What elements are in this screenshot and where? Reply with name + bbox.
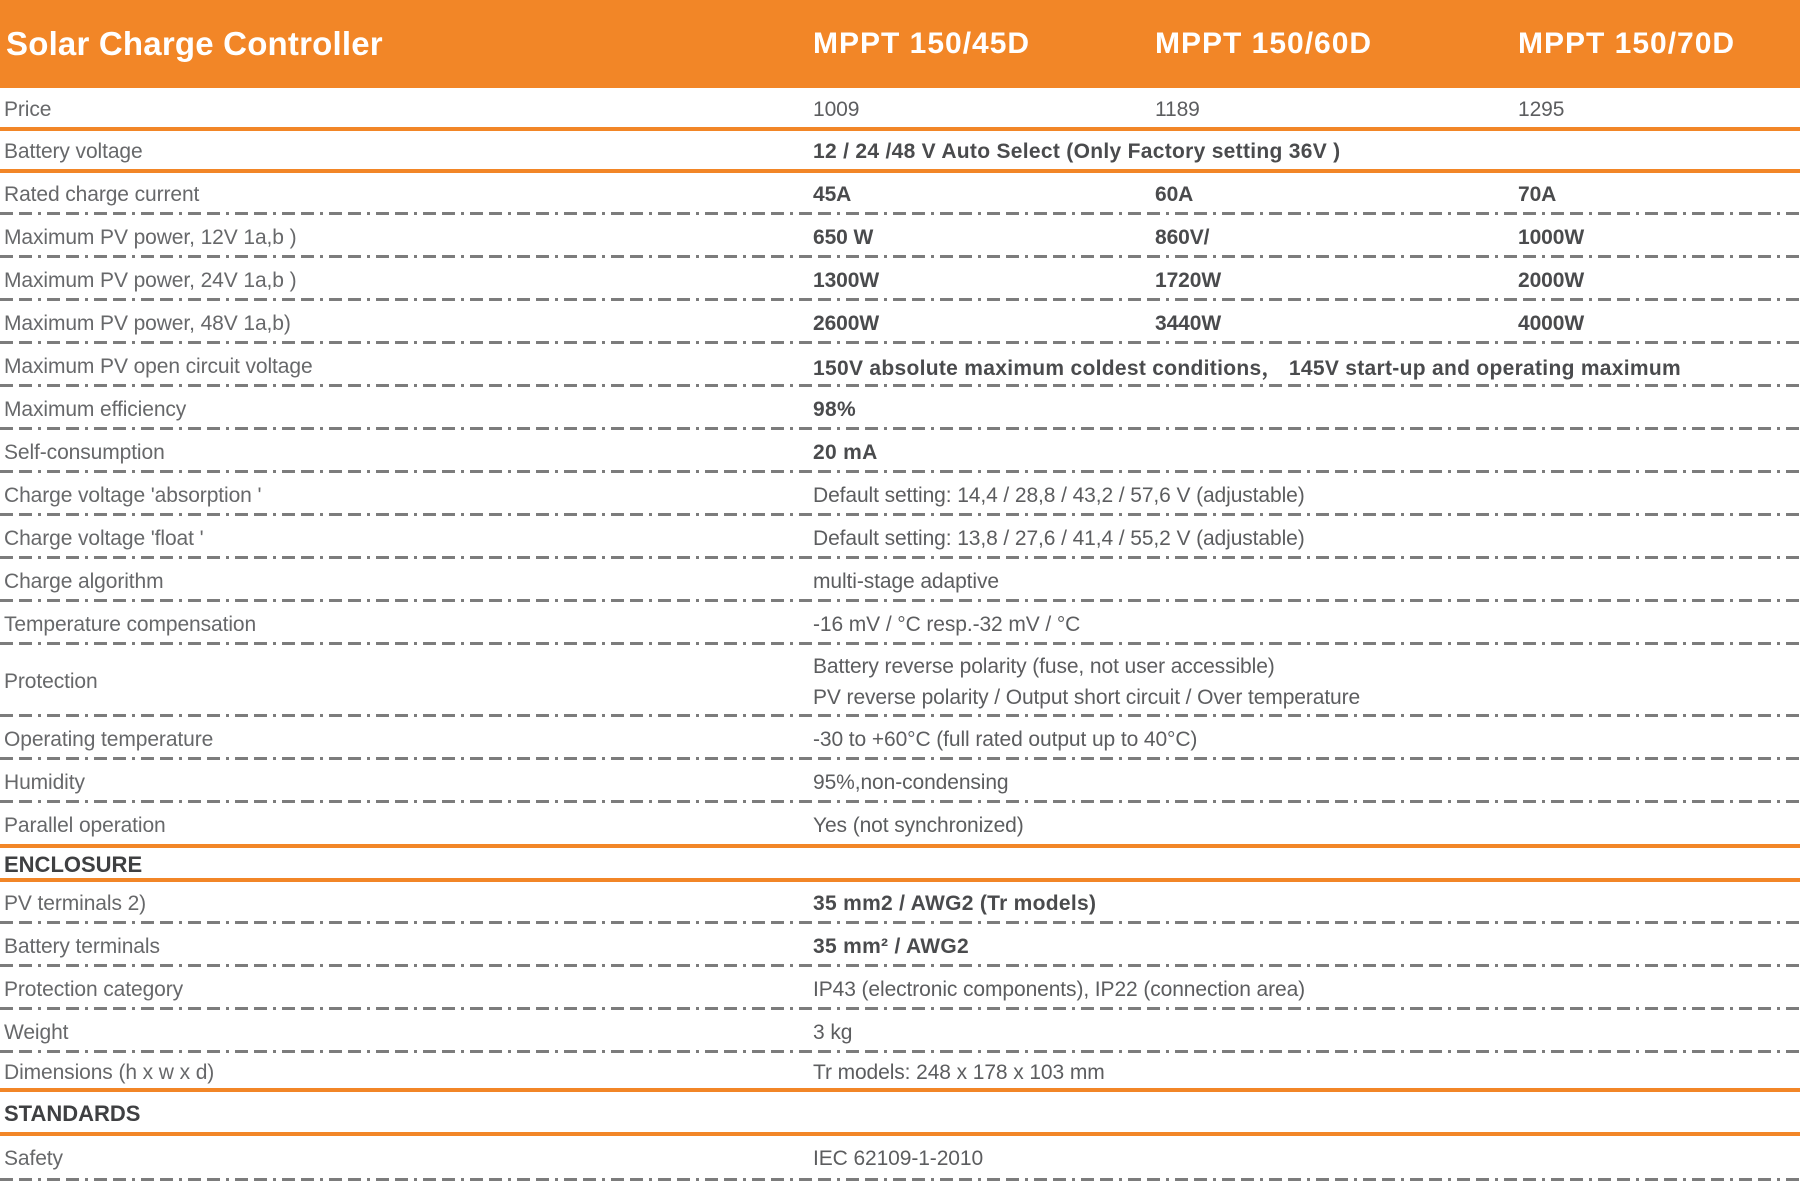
row-value: multi-stage adaptive (813, 569, 999, 593)
spec-row (0, 173, 1800, 216)
spec-row (0, 131, 1800, 173)
row-value: 1189 (1155, 97, 1200, 121)
spec-row (0, 1136, 1800, 1182)
row-value: -30 to +60°C (full rated output up to 40°C) (813, 727, 1198, 751)
spec-row (0, 88, 1800, 131)
row-label: Temperature compensation (4, 612, 257, 636)
row-value: 70A (1518, 182, 1557, 206)
section-row (0, 848, 1800, 882)
row-value: 4000W (1518, 311, 1585, 335)
row-value: 1295 (1518, 97, 1565, 121)
row-label: Maximum PV power, 24V 1a,b ) (4, 268, 297, 292)
row-value: 150V absolute maximum coldest conditions， 145V start-up and operating maximum (813, 356, 1681, 380)
row-value: Default setting: 13,8 / 27,6 / 41,4 / 55,2 V (adjustable) (813, 526, 1305, 550)
spec-row (0, 431, 1800, 474)
spec-row (0, 804, 1800, 848)
row-value: 3440W (1155, 311, 1222, 335)
row-label: Maximum efficiency (4, 397, 187, 421)
row-value: -16 mV / °C resp.-32 mV / °C (813, 612, 1081, 636)
spec-row (0, 216, 1800, 259)
row-value-line: Battery reverse polarity (fuse, not user accessible) (813, 655, 1275, 678)
row-value: Tr models: 248 x 178 x 103 mm (813, 1061, 1105, 1084)
spec-row (0, 718, 1800, 761)
spec-row (0, 517, 1800, 560)
row-label: Charge algorithm (4, 569, 164, 593)
row-value-multiline (813, 651, 1360, 713)
row-value: IP43 (electronic components), IP22 (connection area) (813, 977, 1306, 1001)
row-value: 3 kg (813, 1020, 853, 1044)
row-label: Dimensions (h x w x d) (4, 1061, 215, 1084)
row-value: 860V/ (1155, 225, 1210, 249)
row-label: Parallel operation (4, 814, 166, 837)
spec-row (0, 388, 1800, 431)
row-label: Price (4, 97, 52, 121)
row-label: Charge voltage 'absorption ' (4, 483, 262, 507)
row-value: 650 W (813, 225, 874, 249)
row-value: 1009 (813, 97, 860, 121)
row-value: 12 / 24 /48 V Auto Select (Only Factory setting 36V ) (813, 140, 1341, 163)
section-title: ENCLOSURE (4, 852, 143, 877)
section-row (0, 1092, 1800, 1136)
row-label: Protection category (4, 977, 184, 1001)
row-label: Battery terminals (4, 934, 160, 958)
column-header-mppt-150-70d: MPPT 150/70D (1518, 27, 1736, 60)
row-label: Weight (4, 1020, 69, 1044)
spec-row (0, 968, 1800, 1011)
row-value: 35 mm2 / AWG2 (Tr models) (813, 891, 1097, 915)
spec-row (0, 345, 1800, 388)
row-label: Maximum PV open circuit voltage (4, 354, 313, 378)
row-value: 2600W (813, 311, 880, 335)
spec-row (0, 1011, 1800, 1054)
spec-row (0, 1054, 1800, 1092)
spec-row (0, 603, 1800, 646)
spec-row (0, 925, 1800, 968)
row-value: 95%,non-condensing (813, 770, 1009, 794)
row-label: Rated charge current (4, 182, 200, 206)
row-value: 35 mm² / AWG2 (813, 934, 969, 958)
spec-row (0, 761, 1800, 804)
row-label: Safety (4, 1147, 63, 1170)
spec-rows (0, 88, 1800, 1182)
spec-row (0, 474, 1800, 517)
spec-row (0, 646, 1800, 718)
row-value: 60A (1155, 182, 1194, 206)
row-label: Protection (4, 670, 98, 693)
page-title: Solar Charge Controller (6, 25, 383, 62)
table-header (0, 0, 1800, 88)
row-value: 2000W (1518, 268, 1585, 292)
row-label: Maximum PV power, 12V 1a,b ) (4, 225, 297, 249)
spec-row (0, 259, 1800, 302)
spec-row (0, 302, 1800, 345)
row-value: Default setting: 14,4 / 28,8 / 43,2 / 57,6 V (adjustable) (813, 483, 1305, 507)
row-value: 1300W (813, 268, 880, 292)
spec-row (0, 882, 1800, 925)
section-title: STANDARDS (4, 1101, 141, 1126)
row-value: 98% (813, 397, 856, 421)
spec-row (0, 560, 1800, 603)
row-label: Humidity (4, 770, 85, 794)
row-label: Battery voltage (4, 140, 143, 163)
column-header-mppt-150-60d: MPPT 150/60D (1155, 27, 1373, 60)
row-label: Self-consumption (4, 440, 165, 464)
row-label: PV terminals 2) (4, 891, 147, 915)
row-value: 45A (813, 182, 852, 206)
row-label: Maximum PV power, 48V 1a,b) (4, 311, 291, 335)
row-value: IEC 62109-1-2010 (813, 1147, 984, 1170)
row-value-line: PV reverse polarity / Output short circuit / Over temperature (813, 686, 1361, 709)
row-value: 20 mA (813, 440, 878, 464)
row-label: Charge voltage 'float ' (4, 526, 204, 550)
row-value: 1720W (1155, 268, 1222, 292)
row-value: 1000W (1518, 225, 1585, 249)
row-label: Operating temperature (4, 727, 214, 751)
column-header-mppt-150-45d: MPPT 150/45D (813, 27, 1031, 60)
row-value: Yes (not synchronized) (813, 814, 1024, 837)
